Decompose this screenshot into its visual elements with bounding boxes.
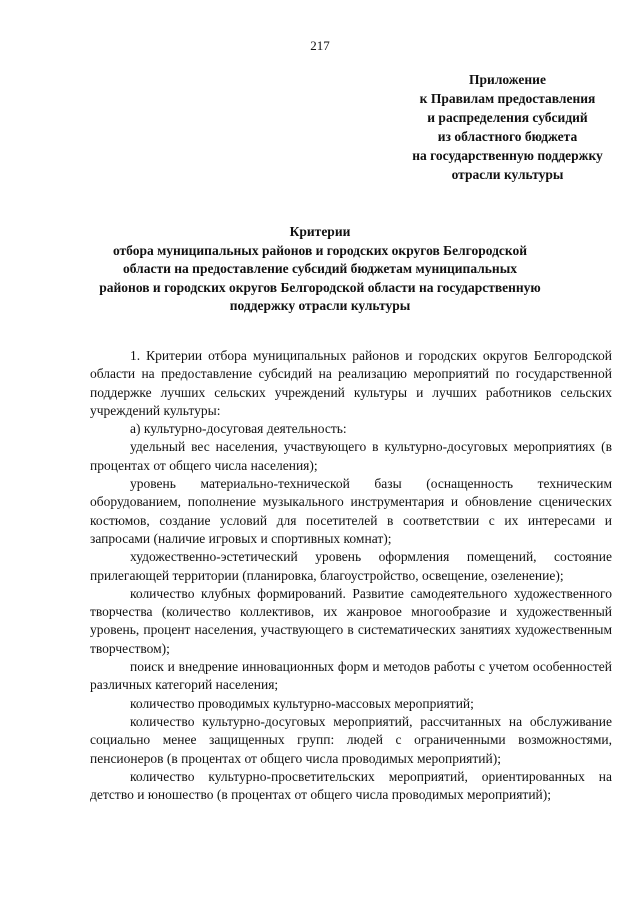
criteria-title bbox=[90, 223, 550, 316]
appendix-line: и распределения субсидий bbox=[427, 110, 588, 125]
paragraph: 1. Критерии отбора муниципальных районов и городских округов Белгородской области на предоставление субсидий на реализацию мероприятий по государственной поддержке лучших сельских учреждений культуры и лучших работников сельских учреждений культуры: bbox=[90, 348, 612, 418]
paragraph: уровень материально-технической базы (оснащенность техническим оборудованием, пополнение музыкального инструментария и обновление сценических костюмов, создание условий для посетителей в соответствии с их интересами и запросами (наличие игровых и спортивных комнат); bbox=[90, 476, 612, 546]
appendix-line: на государственную поддержку bbox=[412, 148, 603, 163]
criteria-title-line: поддержку отрасли культуры bbox=[229, 298, 411, 313]
paragraph: количество проводимых культурно-массовых мероприятий; bbox=[130, 695, 474, 711]
page-number: 217 bbox=[310, 38, 330, 53]
paragraph: количество культурно-досуговых мероприятий, рассчитанных на обслуживание социально менее защищенных групп: людей с ограниченными возможностями, пенсионеров (в процентах от общего числа проводимых мероприятий); bbox=[90, 713, 612, 766]
appendix-line: к Правилам предоставления bbox=[419, 91, 596, 106]
body-text bbox=[90, 347, 612, 804]
appendix-heading bbox=[380, 70, 635, 184]
paragraph: поиск и внедрение инновационных форм и методов работы с учетом особенностей различных категорий населения; bbox=[90, 659, 612, 693]
criteria-title-line: области на предоставление субсидий бюджетам муниципальных bbox=[123, 261, 517, 276]
paragraph: а) культурно-досуговая деятельность: bbox=[130, 421, 347, 437]
appendix-line: Приложение bbox=[469, 72, 546, 87]
appendix-line: из областного бюджета bbox=[437, 129, 578, 144]
criteria-title-line: районов и городских округов Белгородской области на государственную bbox=[99, 279, 541, 295]
criteria-title-line: Критерии bbox=[289, 224, 351, 239]
appendix-line: отрасли культуры bbox=[451, 167, 564, 182]
paragraph: удельный вес населения, участвующего в культурно-досуговых мероприятиях (в процентах от общего числа населения); bbox=[90, 439, 612, 473]
paragraph: количество клубных формирований. Развитие самодеятельного художественного творчества (количество коллективов, их жанровое многообразие и художественный уровень, процент населения, участвующего в систематических занятиях художественным творчеством); bbox=[90, 585, 612, 656]
criteria-title-line: отбора муниципальных районов и городских округов Белгородской bbox=[112, 242, 528, 258]
paragraph: художественно-эстетический уровень оформления помещений, состояние прилегающей территории (планировка, благоустройство, освещение, озеленение); bbox=[90, 549, 612, 583]
paragraph: количество культурно-просветительских мероприятий, ориентированных на детство и юношество (в процентах от общего числа проводимых мероприятий); bbox=[90, 768, 612, 803]
